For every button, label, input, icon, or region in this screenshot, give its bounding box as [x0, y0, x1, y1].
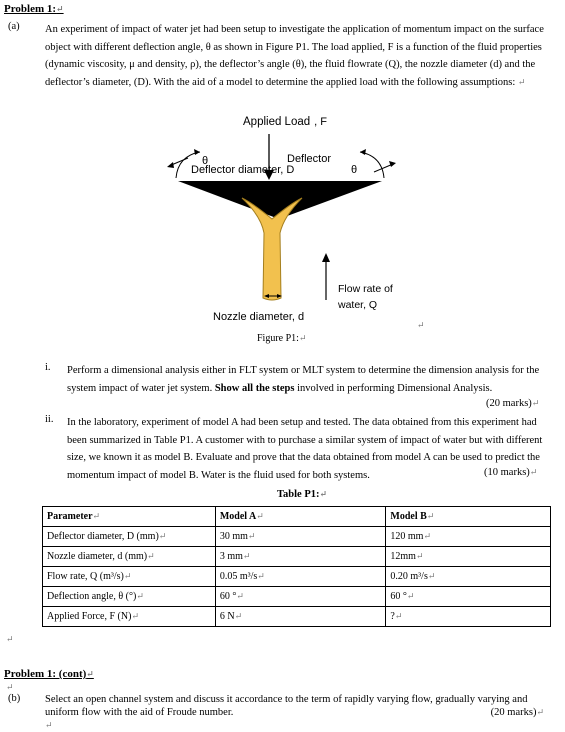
- part-i-line-2: system impact of water jet system. Show all the steps involved in performing Dimensional Analysis.: [67, 382, 493, 394]
- table-cell: 0.20 m³/s↵: [386, 567, 551, 587]
- part-b-line-1: Select an open channel system and discuss it accordance to the term of rapidly varying flow, gradually varying and: [45, 694, 528, 705]
- theta-left-leg-head: [167, 162, 174, 168]
- part-i-paragraph: [67, 362, 551, 397]
- table-cell: ?↵: [386, 607, 551, 627]
- deflector-diameter-label: Deflector diameter, D: [191, 164, 295, 176]
- table-cell: 30 mm↵: [215, 527, 386, 547]
- table-caption: Table P1:↵: [277, 489, 328, 500]
- table-header-row: [43, 507, 551, 527]
- part-a-line: (dynamic viscosity, μ and density, ρ), the deflector’s angle (θ), the fluid flowrate (Q), the nozzle diameter (d) and the: [45, 59, 536, 70]
- deflector-label: Deflector: [287, 153, 332, 165]
- header-cell: Model B↵: [386, 507, 551, 527]
- nozzle-diameter-label: Nozzle diameter, d: [213, 311, 305, 323]
- theta-left-label: θ: [202, 155, 209, 167]
- part-a-line: deflector’s diameter, (D). With the aid of a model to determine the applied load with the following assumptions: ↵: [45, 76, 526, 88]
- theta-right-leg-head: [389, 161, 396, 167]
- part-i-line-1: Perform a dimensional analysis either in FLT system or MLT system to determine the dimension analysis for the: [67, 365, 540, 376]
- part-ii-paragraph: [67, 414, 551, 484]
- table-row: [43, 607, 551, 627]
- part-i-marks: (20 marks)↵: [486, 398, 540, 409]
- table-row: [43, 547, 551, 567]
- paragraph-mark: ↵: [417, 320, 425, 330]
- paragraph-mark: ↵: [45, 720, 53, 730]
- theta-right-leg: [374, 164, 393, 172]
- part-ii-line: In the laboratory, experiment of model A had been setup and tested. The data obtained from this experiment had: [67, 417, 537, 428]
- part-b-line-2: uniform flow with the aid of Froude number. (20 marks)↵: [45, 707, 544, 718]
- part-b-paragraph: [45, 693, 550, 719]
- theta-left-arrowhead: [194, 149, 200, 155]
- header-cell: Parameter↵: [43, 507, 216, 527]
- table-cell: Deflection angle, θ (°)↵: [43, 587, 216, 607]
- flow-rate-arrowhead: [322, 253, 330, 262]
- flow-rate-label: [338, 281, 393, 313]
- table-cell: 60 °↵: [386, 587, 551, 607]
- part-ii-marks: (10 marks)↵: [484, 467, 538, 478]
- part-b-label: (b): [8, 693, 21, 704]
- table-cell: 3 mm↵: [215, 547, 386, 567]
- paragraph-mark: ↵: [6, 682, 14, 692]
- flow-rate-line-1: Flow rate of: [338, 283, 393, 295]
- figure-caption: Figure P1:↵: [257, 333, 307, 344]
- part-a-line: object with different deflection angle, θ as shown in Figure P1. The load applied, F is a function of the fluid properties: [45, 41, 542, 53]
- flow-rate-line-2: water, Q: [338, 299, 378, 311]
- part-ii-line: been summarized in Table P1. A customer with to purchase a similar system of impact of water but with different: [67, 434, 543, 446]
- table-cell: 60 °↵: [215, 587, 386, 607]
- table-row: [43, 587, 551, 607]
- table-cell: Deflector diameter, D (mm)↵: [43, 527, 216, 547]
- table-cell: 0.05 m³/s↵: [215, 567, 386, 587]
- part-i-numeral: i.: [45, 362, 51, 373]
- paragraph-mark: ↵: [6, 634, 14, 644]
- header-cell: Model A↵: [215, 507, 386, 527]
- problem-1-title: Problem 1:↵: [4, 3, 64, 15]
- table-cell: 120 mm↵: [386, 527, 551, 547]
- part-ii-line: momentum impact of model B. Water is the fluid used for both systems.: [67, 469, 370, 481]
- theta-right-arc: [360, 152, 384, 178]
- theta-right-arrowhead: [360, 149, 366, 155]
- table-p1: [42, 506, 551, 627]
- table-cell: Applied Force, F (N)↵: [43, 607, 216, 627]
- part-a-label: (a): [8, 21, 20, 32]
- table-cell: 6 N↵: [215, 607, 386, 627]
- part-a-line: An experiment of impact of water jet had been setup to investigate the application of momentum impact on the surface: [45, 24, 544, 35]
- problem-1-cont-title: Problem 1: (cont)↵: [4, 668, 94, 680]
- table-cell: 12mm↵: [386, 547, 551, 567]
- part-ii-line: size, we known it as model B. Evaluate and prove that the data obtained from model A can be used to predict the: [67, 452, 540, 463]
- part-ii-numeral: ii.: [45, 414, 54, 425]
- part-a-paragraph: [45, 21, 550, 91]
- table-cell: Nozzle diameter, d (mm)↵: [43, 547, 216, 567]
- theta-right-label: θ: [351, 164, 358, 176]
- table-row: [43, 527, 551, 547]
- table-cell: Flow rate, Q (m³/s)↵: [43, 567, 216, 587]
- applied-load-label: Applied Load , F: [243, 116, 327, 128]
- table-row: [43, 567, 551, 587]
